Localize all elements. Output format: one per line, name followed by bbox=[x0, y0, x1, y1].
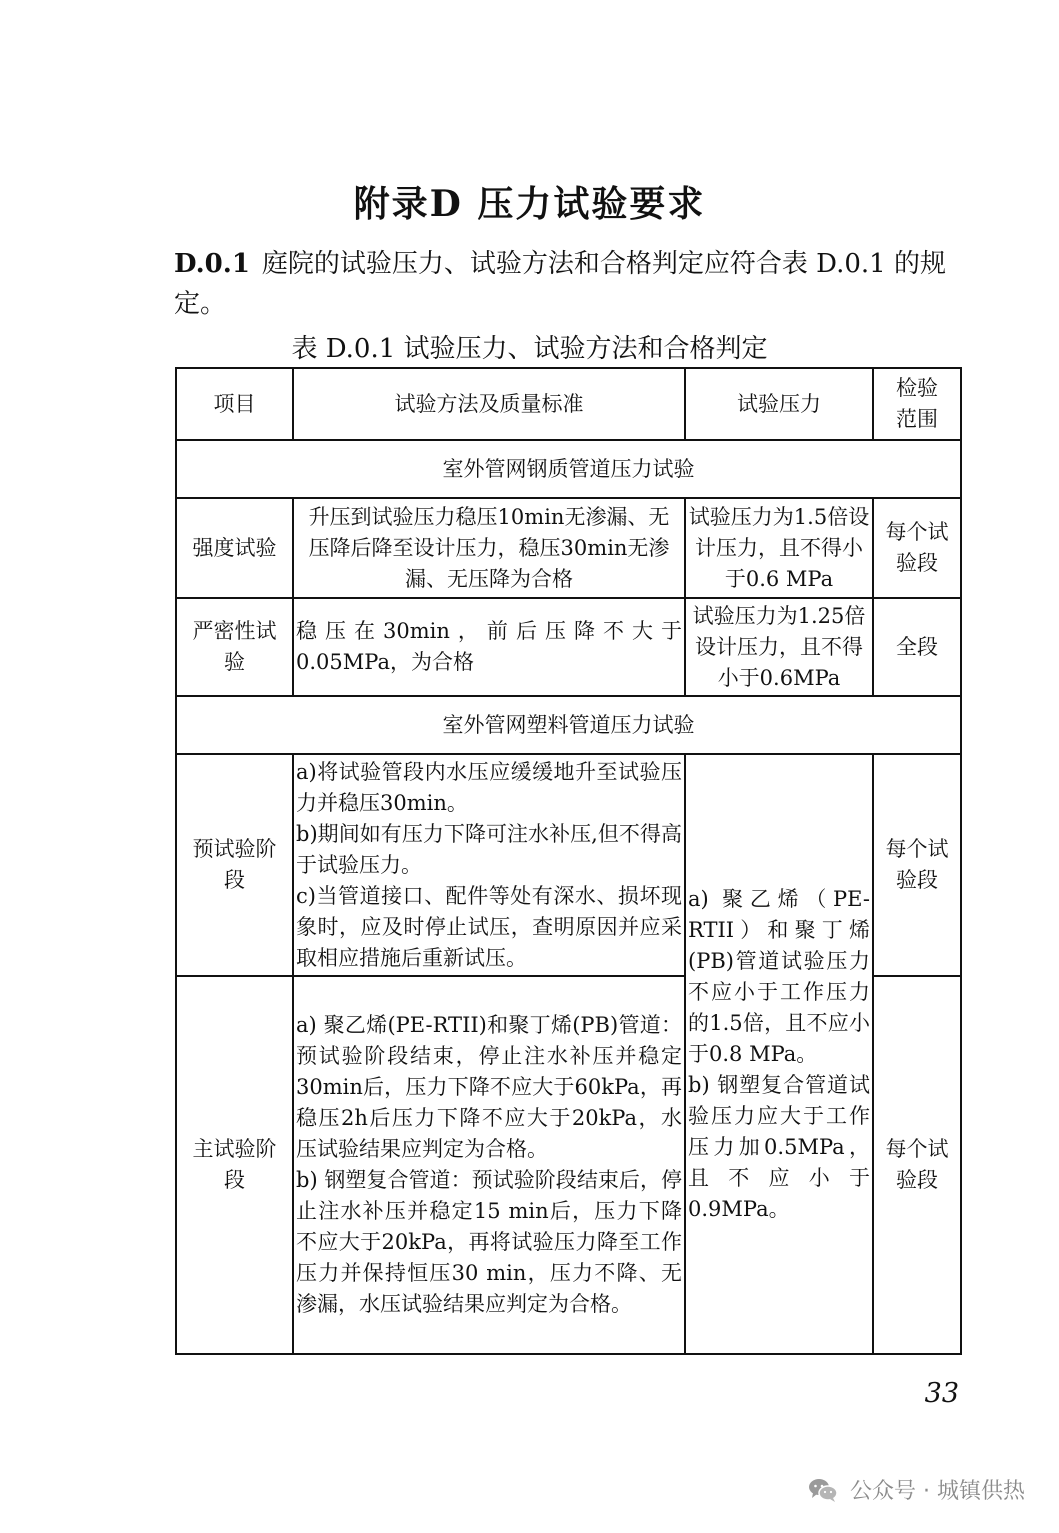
page-number: 33 bbox=[924, 1378, 959, 1409]
table-caption: 表 D.0.1 试验压力、试验方法和合格判定 bbox=[291, 334, 768, 364]
row-method: 升压到试验压力稳压10min无渗漏、无压降后降至设计压力，稳压30min无渗漏、无压降为合格 bbox=[293, 498, 685, 598]
method-line: b) 钢塑复合管道：预试验阶段结束后，停止注水补压并稳定15 min后，压力下降不应大于20kPa，再将试验压力降至工作压力并保持恒压30 min，压力不降、无渗漏，水压试验结果应判定为合格。 bbox=[296, 1168, 682, 1316]
row-scope: 每个试验段 bbox=[873, 976, 961, 1354]
table-row bbox=[176, 754, 961, 976]
page-title: 附录D 压力试验要求 bbox=[353, 183, 706, 225]
table-row bbox=[176, 598, 961, 696]
header-item: 项目 bbox=[176, 368, 293, 440]
header-method: 试验方法及质量标准 bbox=[293, 368, 685, 440]
header-pressure: 试验压力 bbox=[685, 368, 873, 440]
method-line: a)将试验管段内水压应缓缓地升至试验压力并稳压30min。 bbox=[296, 759, 682, 815]
row-method bbox=[293, 976, 685, 1354]
row-item: 主试验阶段 bbox=[176, 976, 293, 1354]
row-scope: 每个试验段 bbox=[873, 498, 961, 598]
method-line: a) 聚乙烯(PE-RTII)和聚丁烯(PB)管道：预试验阶段结束，停止注水补压并稳定30min后，压力下降不应大于60kPa，再稳压2h后压力下降不应大于20kPa，水压试验结果应判定为合格。 bbox=[296, 1013, 682, 1161]
section-title-plastic: 室外管网塑料管道压力试验 bbox=[176, 696, 961, 754]
watermark bbox=[808, 1474, 1025, 1505]
row-scope: 每个试验段 bbox=[873, 754, 961, 976]
pressure-line: a) 聚乙烯（PE-RTII）和聚丁烯(PB)管道试验压力不应小于工作压力的1.5倍，且不应小于0.8 MPa。 bbox=[688, 886, 870, 1066]
row-item: 严密性试验 bbox=[176, 598, 293, 696]
section-title-steel: 室外管网钢质管道压力试验 bbox=[176, 440, 961, 498]
pressure-line: b) 钢塑复合管道试验压力应大于工作压力加0.5MPa，且不应小于0.9MPa。 bbox=[688, 1072, 870, 1221]
header-scope: 检验范围 bbox=[873, 368, 961, 440]
row-pressure: 试验压力为1.25倍设计压力，且不得小于0.6MPa bbox=[685, 598, 873, 696]
table-row bbox=[176, 498, 961, 598]
row-scope: 全段 bbox=[873, 598, 961, 696]
row-method bbox=[293, 754, 685, 976]
watermark-text: 公众号 · 城镇供热 bbox=[850, 1479, 1025, 1504]
row-item: 强度试验 bbox=[176, 498, 293, 598]
clause-number: D.0.1 bbox=[174, 249, 250, 279]
shared-pressure-cell bbox=[685, 754, 873, 1354]
row-item: 预试验阶段 bbox=[176, 754, 293, 976]
wechat-icon bbox=[808, 1477, 838, 1503]
clause-text: 庭院的试验压力、试验方法和合格判定应符合表 D.0.1 的规定。 bbox=[174, 249, 946, 319]
row-method: 稳压在30min，前后压降不大于0.05MPa，为合格 bbox=[293, 598, 685, 696]
method-line: c)当管道接口、配件等处有深水、损坏现象时，应及时停止试压，查明原因并应采取相应措施后重新试压。 bbox=[296, 883, 682, 970]
table-header-row bbox=[176, 368, 961, 440]
section-row bbox=[176, 696, 961, 754]
section-row bbox=[176, 440, 961, 498]
row-pressure: 试验压力为1.5倍设计压力，且不得小于0.6 MPa bbox=[685, 498, 873, 598]
pressure-test-table bbox=[175, 367, 962, 1355]
method-line: b)期间如有压力下降可注水补压,但不得高于试验压力。 bbox=[296, 821, 682, 877]
clause-paragraph bbox=[174, 244, 964, 324]
